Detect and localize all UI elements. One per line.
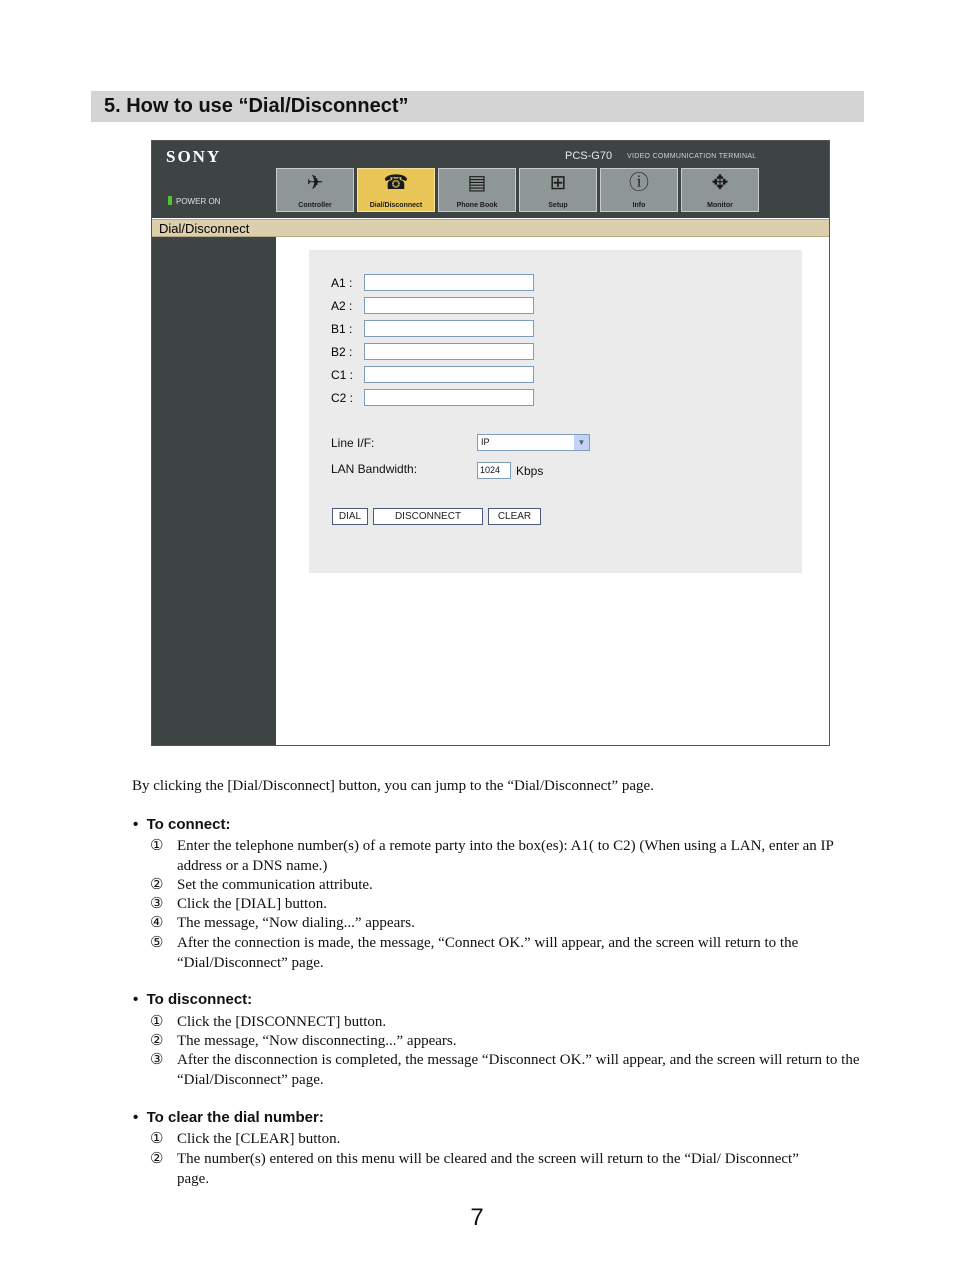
b1-input[interactable] [364,320,534,337]
lan-bandwidth-label: LAN Bandwidth: [331,462,418,476]
field-label: A1 : [331,276,353,290]
tab-monitor[interactable] [681,168,759,212]
power-indicator [168,196,220,206]
field-row-a2 [331,299,352,313]
disconnect-heading: • To disconnect: [133,991,253,1008]
field-label: C1 : [331,368,354,382]
c2-input[interactable] [364,389,534,406]
tab-info[interactable] [600,168,678,212]
tab-label: Setup [548,202,568,209]
connect-title: To connect: [146,816,231,833]
connect-heading: • To connect: [133,816,231,833]
screenshot-window [151,140,830,746]
intro-paragraph: By clicking the [Dial/Disconnect] button, you can jump to the “Dial/Disconnect” page. [132,778,654,794]
tab-phone-book[interactable] [438,168,516,212]
info-icon: ⓘ [629,172,649,194]
line-if-value: IP [481,437,490,447]
clear-title: To clear the dial number: [146,1109,324,1126]
dial-button[interactable]: DIAL [332,508,368,525]
step-number: ③ [150,896,164,912]
clear-step-2: The number(s) entered on this menu will be cleared and the screen will return to the “Dial/ Disconnect” page. [177,1151,799,1187]
disconnect-title: To disconnect: [146,991,253,1008]
disconnect-button[interactable]: DISCONNECT [373,508,483,525]
field-label: B2 : [331,345,353,359]
tab-label: Controller [298,202,332,209]
line-if-label: Line I/F: [331,436,375,450]
dial-form-panel [309,250,802,573]
field-row-c1 [331,368,353,382]
step-number: ① [150,1014,164,1030]
connect-step-3: Click the [DIAL] button. [177,896,327,912]
connect-step-2: Set the communication attribute. [177,877,373,893]
tab-dial-disconnect[interactable] [357,168,435,212]
field-label: B1 : [331,322,353,336]
disconnect-step-2: The message, “Now disconnecting...” appears. [177,1033,457,1049]
tab-controller[interactable] [276,168,354,212]
tab-label: Monitor [707,202,733,209]
disconnect-step-3: After the disconnection is completed, the message “Disconnect OK.” will appear, and the screen will return to the “Dial/Disconnect” page. [177,1052,860,1088]
step-number: ① [150,1131,164,1147]
phone-icon: ☎ [383,172,409,194]
header-bar [152,141,829,218]
clear-heading: • To clear the dial number: [133,1109,324,1126]
step-number: ⑤ [150,935,164,951]
chevron-down-icon[interactable]: ▼ [574,435,589,450]
field-row-a1 [331,276,352,290]
step-number: ④ [150,915,164,931]
connect-step-1: Enter the telephone number(s) of a remote party into the box(es): A1( to C2) (When using a LAN, enter an IP address or a DNS name.) [177,838,834,874]
step-number: ② [150,1151,164,1167]
step-number: ① [150,838,164,854]
clear-step-1: Click the [CLEAR] button. [177,1131,341,1147]
connect-step-4: The message, “Now dialing...” appears. [177,915,415,931]
tab-label: Dial/Disconnect [369,202,423,209]
a1-input[interactable] [364,274,534,291]
monitor-icon: ✥ [711,172,729,194]
section-title: 5. How to use “Dial/Disconnect” [91,91,864,122]
clear-button[interactable]: CLEAR [488,508,541,525]
tab-label: Info [632,202,646,209]
toolbox-icon: ⊞ [549,172,567,194]
field-row-b2 [331,345,352,359]
page-number: 7 [470,1204,484,1231]
lan-bandwidth-unit: Kbps [516,464,544,478]
step-number: ② [150,877,164,893]
disconnect-step-1: Click the [DISCONNECT] button. [177,1014,387,1030]
phonebook-icon: ▤ [467,172,487,194]
left-sidebar [152,237,276,746]
field-row-c2 [331,391,353,405]
tab-setup[interactable] [519,168,597,212]
step-number: ② [150,1033,164,1049]
brand-logo: SONY [166,147,222,166]
product-subtitle: VIDEO COMMUNICATION TERMINAL [627,153,757,160]
power-led-icon [168,196,172,205]
line-if-select[interactable] [477,434,590,451]
lan-bandwidth-input[interactable]: 1024 [477,462,511,479]
model-name: PCS-G70 [565,150,613,162]
c1-input[interactable] [364,366,534,383]
field-label: C2 : [331,391,354,405]
field-row-b1 [331,322,352,336]
page-title-bar [152,219,829,237]
tab-label: Phone Book [456,202,498,209]
page-title: Dial/Disconnect [159,221,250,236]
controller-icon: ✈ [306,172,324,194]
b2-input[interactable] [364,343,534,360]
a2-input[interactable] [364,297,534,314]
power-label: POWER ON [176,197,221,206]
nav-tabs [276,168,759,214]
field-label: A2 : [331,299,353,313]
step-number: ③ [150,1052,164,1068]
connect-step-5: After the connection is made, the message, “Connect OK.” will appear, and the screen will return to the “Dial/Disconnect” page. [177,935,799,971]
